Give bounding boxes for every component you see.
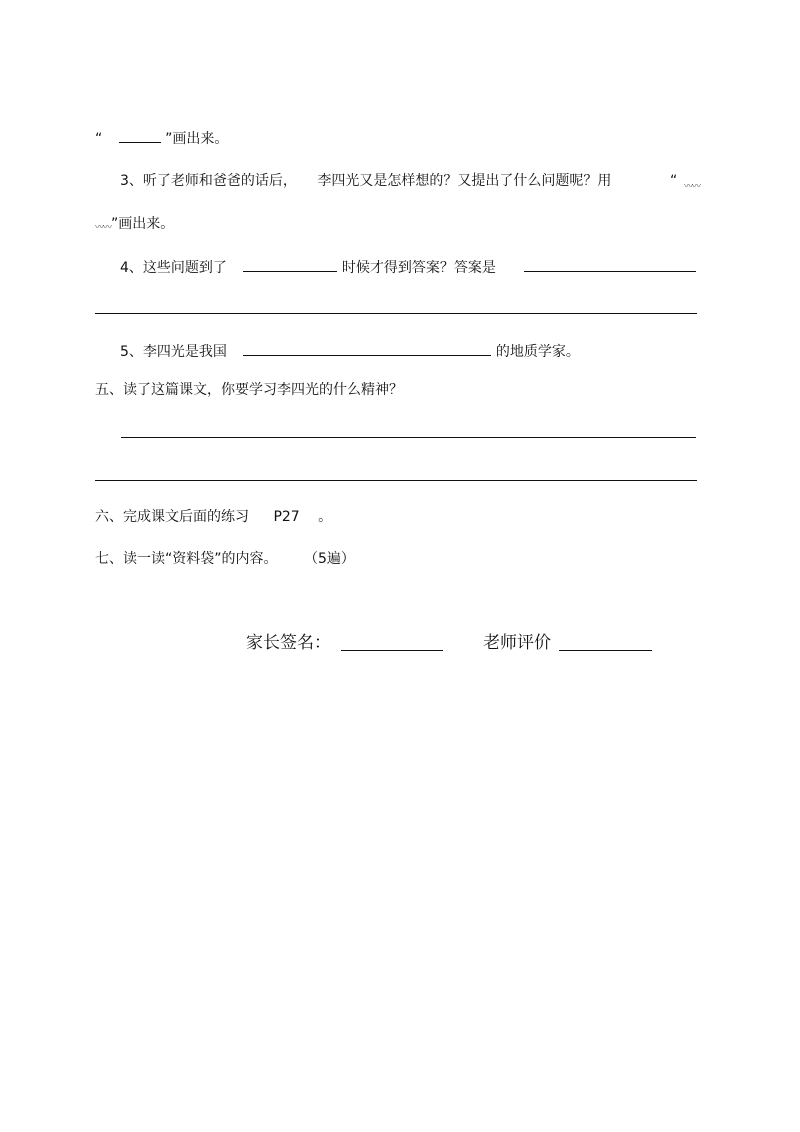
section-7-count: （5遍）: [303, 551, 355, 567]
wavy-underline-mark-start: 〰〰: [95, 223, 112, 233]
line-1: [95, 128, 228, 149]
teacher-evaluation-field[interactable]: [559, 650, 652, 651]
question-5-text-a: 5、李四光是我国: [120, 344, 227, 360]
line-4: [120, 257, 496, 278]
answer-blank-time[interactable]: [243, 257, 337, 272]
parent-signature-field[interactable]: [341, 650, 443, 651]
wavy-underline-mark-end: 〰〰: [684, 182, 701, 192]
parent-signature-label: 家长签名：: [246, 633, 331, 653]
section-7-text: 七、读一读“资料袋”的内容。: [95, 551, 278, 567]
line-3-text: ”画出来。: [111, 216, 175, 232]
line-3: [111, 214, 174, 234]
section-7: [95, 549, 355, 569]
line-2: [120, 171, 611, 191]
question-3-text-b: 李四光又是怎样想的？又提出了什么问题呢？用: [317, 173, 612, 189]
section-6-page: P27: [273, 509, 300, 525]
quote-open-2: “: [670, 173, 678, 189]
question-4-text-a: 4、这些问题到了: [120, 260, 227, 276]
question-3-text-a: 3、听了老师和爸爸的话后，: [120, 173, 297, 189]
question-4-text-b: 时候才得到答案？答案是: [341, 260, 496, 276]
line-2-quote: [670, 171, 677, 191]
question-5-text-b: 的地质学家。: [495, 344, 580, 360]
quote-open: “: [95, 131, 103, 147]
answer-blank-5[interactable]: [243, 341, 491, 356]
quote-close-text: ”画出来。: [165, 131, 229, 147]
answer-line-5a[interactable]: [121, 437, 696, 438]
teacher-evaluation-label: 老师评价: [483, 633, 551, 653]
section-6-end: 。: [318, 509, 333, 525]
line-5: [120, 341, 580, 362]
section-6: [95, 507, 332, 527]
answer-blank-1[interactable]: [119, 128, 161, 143]
answer-blank-answer[interactable]: [524, 271, 696, 272]
section-6-text: 六、完成课文后面的练习: [95, 509, 249, 525]
answer-line-4[interactable]: [95, 313, 697, 314]
answer-line-5b[interactable]: [95, 480, 697, 481]
section-5-heading: 五、读了这篇课文，你要学习李四光的什么精神？: [95, 382, 403, 398]
